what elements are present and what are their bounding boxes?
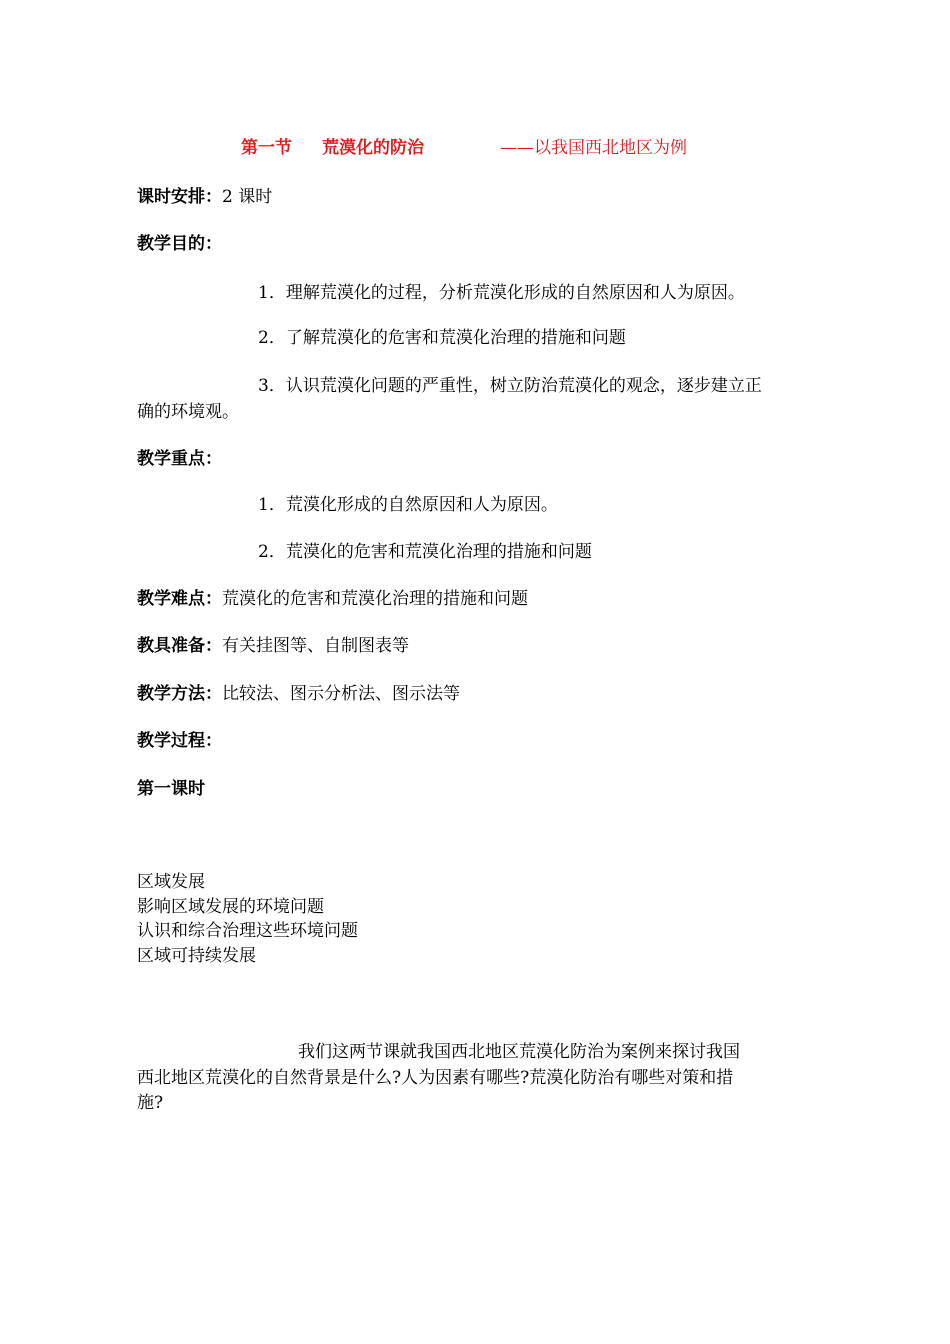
- schedule-row: [137, 185, 272, 209]
- intro-line-2: 西北地区荒漠化的自然背景是什么?人为因素有哪些?荒漠化防治有哪些对策和措: [137, 1068, 734, 1088]
- process-label: 教学过程：: [137, 731, 222, 751]
- difficulties-label: 教学难点：: [137, 589, 222, 609]
- key-point-item-2: 2．荒漠化的危害和荒漠化治理的措施和问题: [258, 542, 592, 562]
- page-title: [241, 136, 687, 160]
- tools-label: 教具准备：: [137, 636, 222, 656]
- key-points-heading: [137, 447, 222, 471]
- key-point-item-1: 1．荒漠化形成的自然原因和人为原因。: [258, 495, 558, 515]
- title-section: 第一节: [241, 138, 292, 158]
- objective-item-1: 1．理解荒漠化的过程，分析荒漠化形成的自然原因和人为原因。: [258, 283, 745, 303]
- objective-item-2: 2．了解荒漠化的危害和荒漠化治理的措施和问题: [258, 328, 626, 348]
- intro-line-3: 施?: [137, 1093, 164, 1113]
- objectives-label: 教学目的：: [137, 234, 222, 254]
- difficulties-value: 荒漠化的危害和荒漠化治理的措施和问题: [222, 589, 528, 609]
- intro-line-1: 我们这两节课就我国西北地区荒漠化防治为案例来探讨我国: [298, 1042, 740, 1062]
- title-subtitle: ——以我国西北地区为例: [500, 138, 687, 158]
- schedule-label: 课时安排：: [137, 187, 222, 207]
- tools-value: 有关挂图等、自制图表等: [222, 636, 409, 656]
- difficulties-row: [137, 587, 528, 611]
- flow-item: 区域可持续发展: [137, 945, 256, 966]
- objectives-heading: [137, 232, 222, 256]
- process-heading: [137, 729, 222, 753]
- first-lesson-label: 第一课时: [137, 779, 205, 799]
- region-flow-list: [137, 870, 358, 968]
- methods-row: [137, 682, 460, 706]
- methods-value: 比较法、图示分析法、图示法等: [222, 684, 460, 704]
- flow-item: 区域发展: [137, 872, 205, 892]
- tools-row: [137, 634, 409, 658]
- objective-item-3-cont: 确的环境观。: [137, 402, 239, 422]
- first-lesson-heading: [137, 777, 205, 801]
- objective-item-3: 3．认识荒漠化问题的严重性，树立防治荒漠化的观念，逐步建立正: [258, 376, 762, 396]
- methods-label: 教学方法：: [137, 684, 222, 704]
- key-points-label: 教学重点：: [137, 449, 222, 469]
- schedule-value: 2 课时: [222, 187, 273, 207]
- flow-item: 影响区域发展的环境问题: [137, 896, 324, 917]
- title-topic: 荒漠化的防治: [322, 138, 424, 158]
- flow-item: 认识和综合治理这些环境问题: [137, 921, 358, 941]
